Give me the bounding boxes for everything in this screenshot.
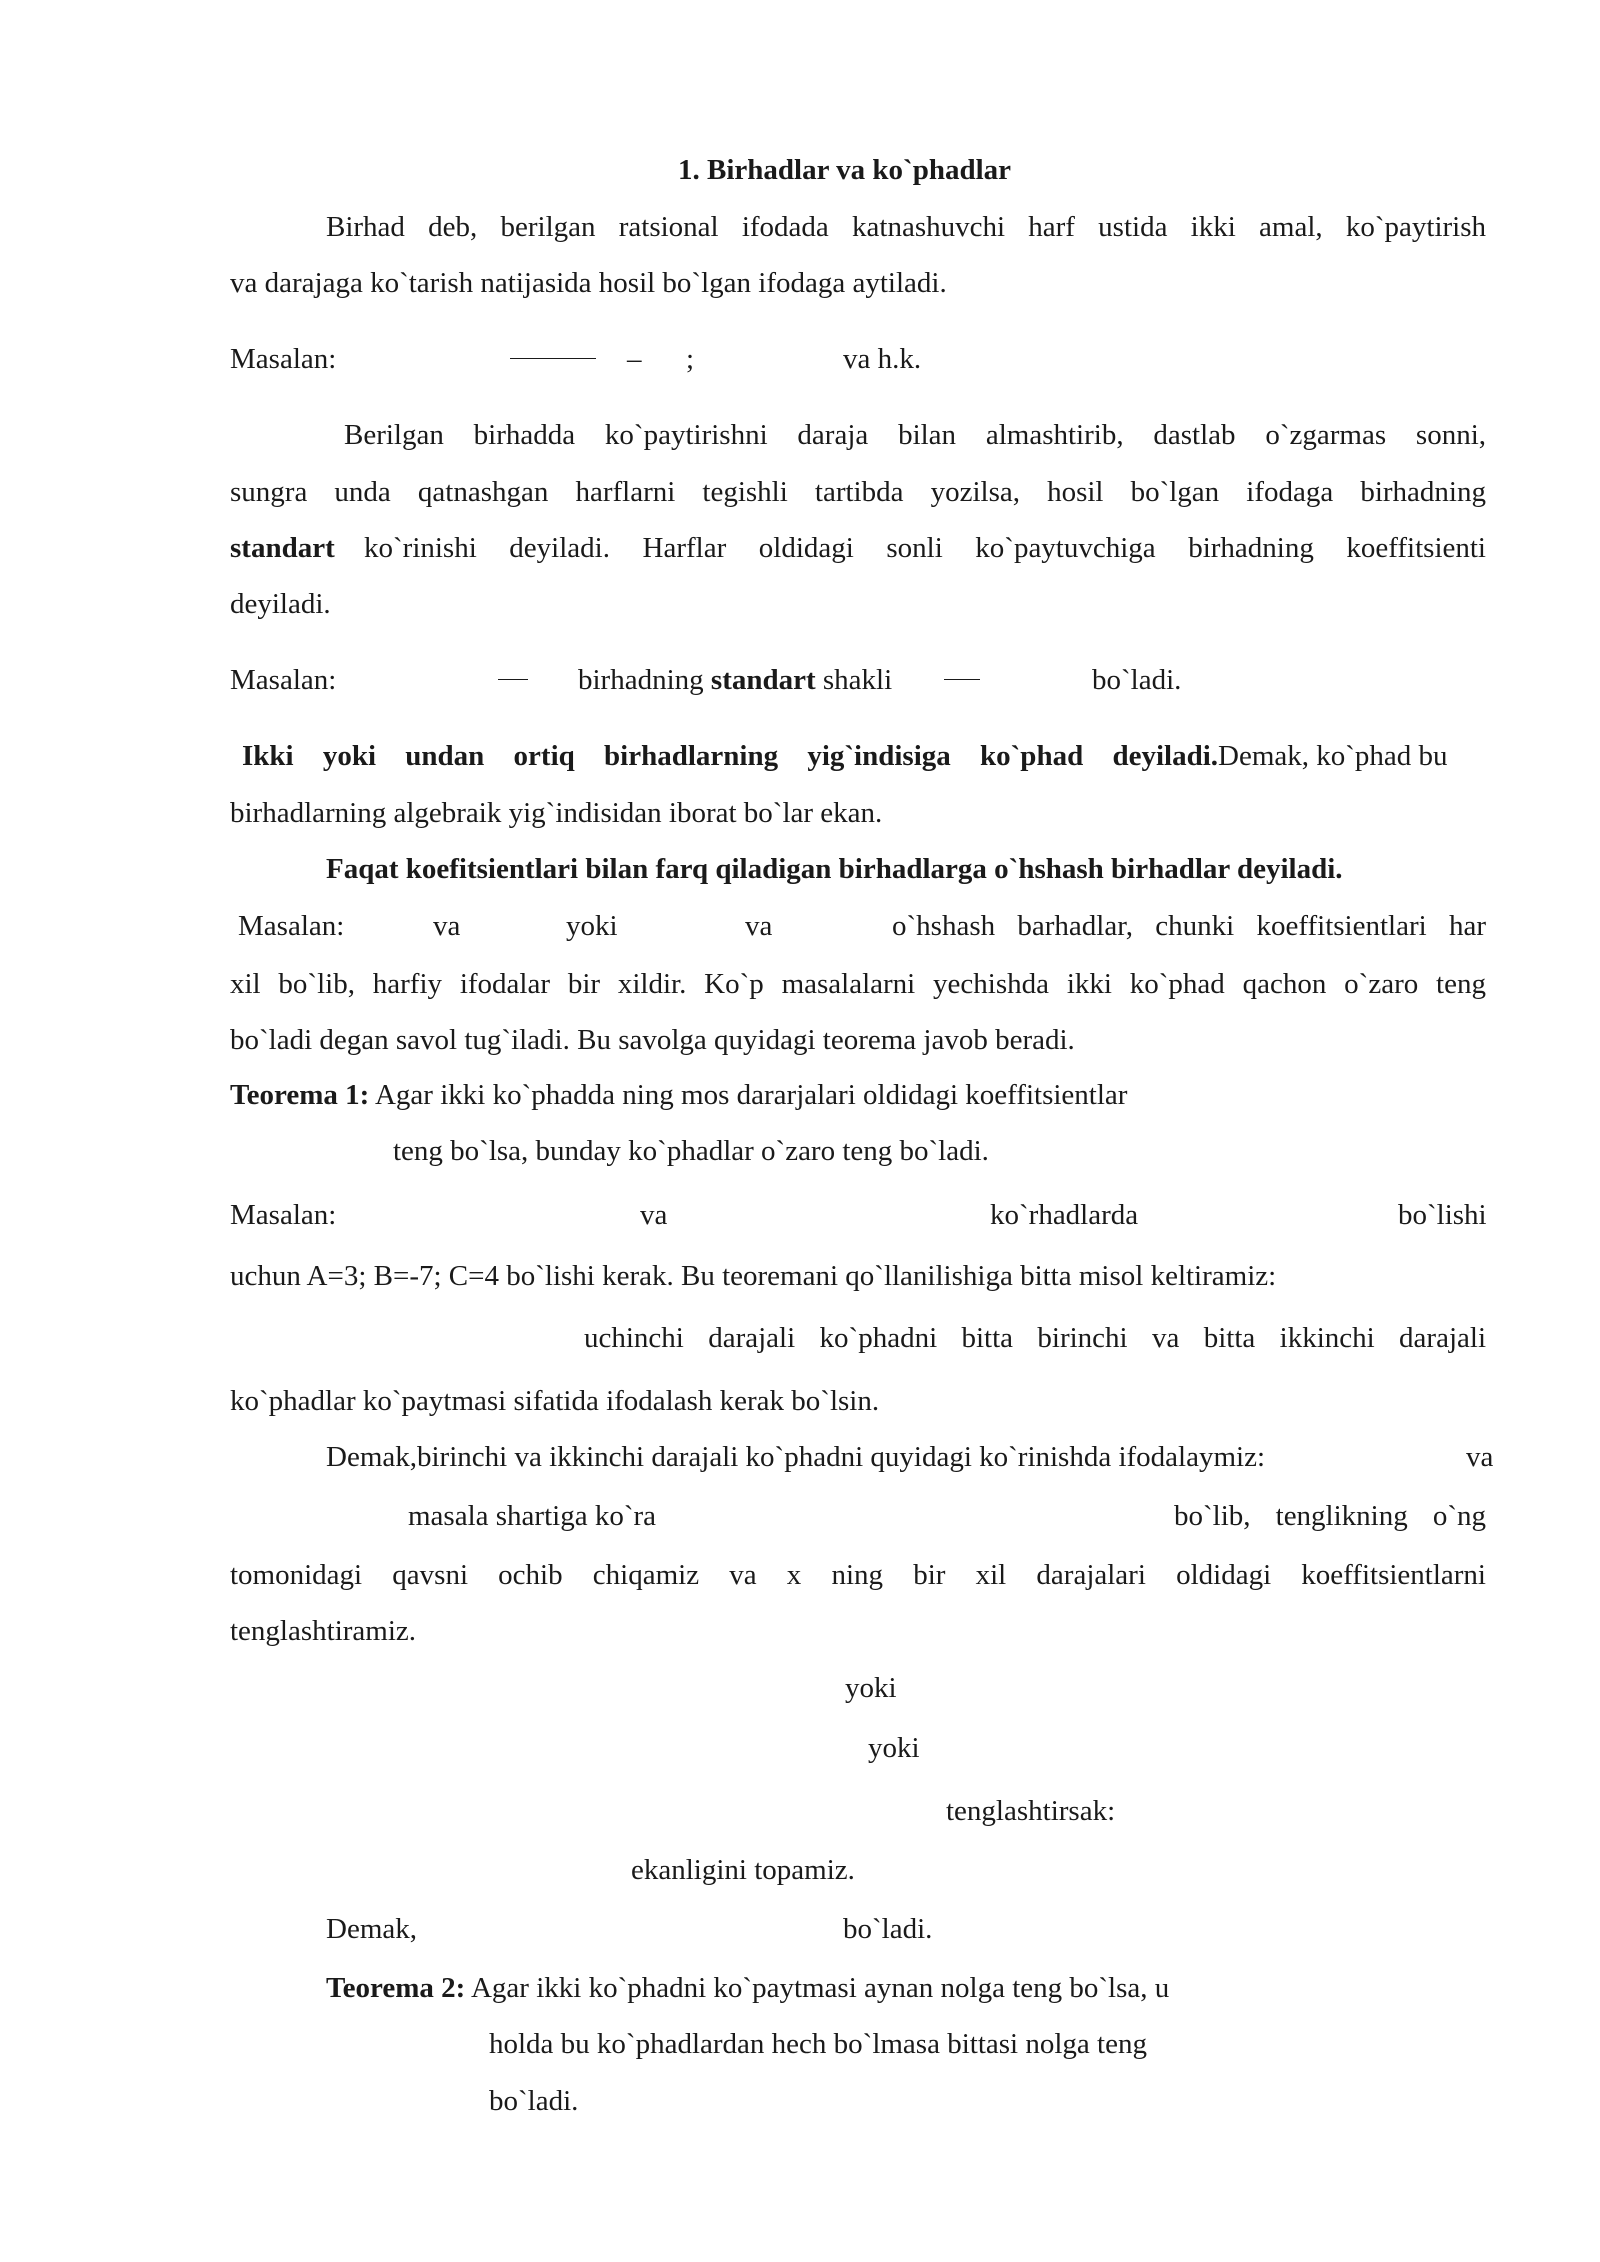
paragraph-line: masala shartiga ko`ra <box>408 1500 657 1532</box>
paragraph-line: bo`lib, tenglikning o`ng <box>1174 1500 1486 1532</box>
polynomial-definition: Ikki yoki undan ortiq birhadlarning yig`indisiga ko`phad deyiladi. <box>242 740 1218 772</box>
paragraph-line: ko`rinishi deyiladi. Harflar oldidagi sonli ko`paytuvchiga birhadning koeffitsienti <box>364 532 1486 564</box>
theorem-1 <box>230 1077 1127 1113</box>
example-text: bo`ladi. <box>1092 664 1182 696</box>
example-label: Masalan: <box>230 664 337 696</box>
paragraph-line: Demak,birinchi va ikkinchi darajali ko`phadni quyidagi ko`rinishda ifodalaymiz: <box>326 1441 1266 1473</box>
example-text-part: shakli <box>815 664 893 696</box>
minus-sign: – <box>627 343 642 375</box>
similar-terms-definition: Faqat koefitsientlari bilan farq qiladigan birhadlarga o`hshash birhadlar deyiladi. <box>326 853 1343 885</box>
step-text: ekanligini topamiz. <box>631 1854 855 1886</box>
term-standart: standart <box>710 664 816 696</box>
theorem-text: teng bo`lsa, bunday ko`phadlar o`zaro teng bo`ladi. <box>393 1135 989 1167</box>
paragraph-line: birhadlarning algebraik yig`indisidan iborat bo`lar ekan. <box>230 797 883 829</box>
example-text <box>578 662 892 698</box>
theorem-label: Teorema 1: <box>230 1079 370 1111</box>
example-label: Masalan: <box>230 343 337 375</box>
step-text: tenglashtirsak: <box>946 1795 1116 1827</box>
example-text: va <box>640 1199 668 1231</box>
paragraph-line: Demak, ko`phad bu <box>1218 740 1448 772</box>
term-standart: standart <box>230 532 335 564</box>
fraction-bar <box>510 358 596 359</box>
theorem-label: Teorema 2: <box>326 1972 466 2004</box>
fraction-bar <box>944 679 980 680</box>
theorem-text: Agar ikki ko`phadni ko`paytmasi aynan nolga teng bo`lsa, u <box>465 1972 1170 2004</box>
conclusion-label: Demak, <box>326 1913 417 1945</box>
paragraph-line: tomonidagi qavsni ochib chiqamiz va x ning bir xil darajalari oldidagi koeffitsientlarni <box>230 1559 1486 1591</box>
separator: ; <box>686 343 695 375</box>
section-title: 1. Birhadlar va ko`phadlar <box>678 154 1012 186</box>
paragraph-line: va darajaga ko`tarish natijasida hosil bo`lgan ifodaga aytiladi. <box>230 267 947 299</box>
fraction-bar <box>498 679 528 680</box>
example-text: yoki <box>566 910 618 942</box>
paragraph-line: uchun A=3; B=-7; C=4 bo`lishi kerak. Bu teoremani qo`llanilishiga bitta misol keltiramiz: <box>230 1260 1277 1292</box>
theorem-2 <box>326 1970 1169 2006</box>
paragraph-line: deyiladi. <box>230 588 331 620</box>
paragraph-line: ko`phadlar ko`paytmasi sifatida ifodalash kerak bo`lsin. <box>230 1385 880 1417</box>
theorem-text: holda bu ko`phadlardan hech bo`lmasa bittasi nolga teng <box>489 2028 1147 2060</box>
paragraph-line: Birhad deb, berilgan ratsional ifodada katnashuvchi harf ustida ikki amal, ko`paytirish <box>326 211 1486 243</box>
paragraph-line: o`hshash barhadlar, chunki koeffitsientlari har <box>892 910 1486 942</box>
paragraph-line: va <box>1466 1441 1494 1473</box>
example-text-part: birhadning <box>578 664 711 696</box>
example-text: va <box>433 910 461 942</box>
paragraph-line: xil bo`lib, harfiy ifodalar bir xildir. Ko`p masalalarni yechishda ikki ko`phad qachon o`zaro teng <box>230 968 1486 1000</box>
theorem-text: bo`ladi. <box>489 2085 579 2117</box>
paragraph-line: bo`ladi degan savol tug`iladi. Bu savolga quyidagi teorema javob beradi. <box>230 1024 1075 1056</box>
step-text: yoki <box>868 1732 920 1764</box>
paragraph-line: uchinchi darajali ko`phadni bitta birinchi va bitta ikkinchi darajali <box>584 1322 1486 1354</box>
example-text: ko`rhadlarda <box>990 1199 1139 1231</box>
paragraph-line: Berilgan birhadda ko`paytirishni daraja bilan almashtirib, dastlab o`zgarmas sonni, <box>344 419 1486 451</box>
example-text: bo`lishi <box>1398 1199 1487 1231</box>
example-label: Masalan: <box>238 910 345 942</box>
example-etc: va h.k. <box>843 343 922 375</box>
step-text: yoki <box>845 1672 897 1704</box>
paragraph-line: tenglashtiramiz. <box>230 1615 417 1647</box>
theorem-text: Agar ikki ko`phadda ning mos dararjalari oldidagi koeffitsientlar <box>369 1079 1128 1111</box>
paragraph-line: sungra unda qatnashgan harflarni tegishli tartibda yozilsa, hosil bo`lgan ifodaga birhadning <box>230 476 1486 508</box>
example-text: va <box>745 910 773 942</box>
example-label: Masalan: <box>230 1199 337 1231</box>
conclusion-text: bo`ladi. <box>843 1913 933 1945</box>
